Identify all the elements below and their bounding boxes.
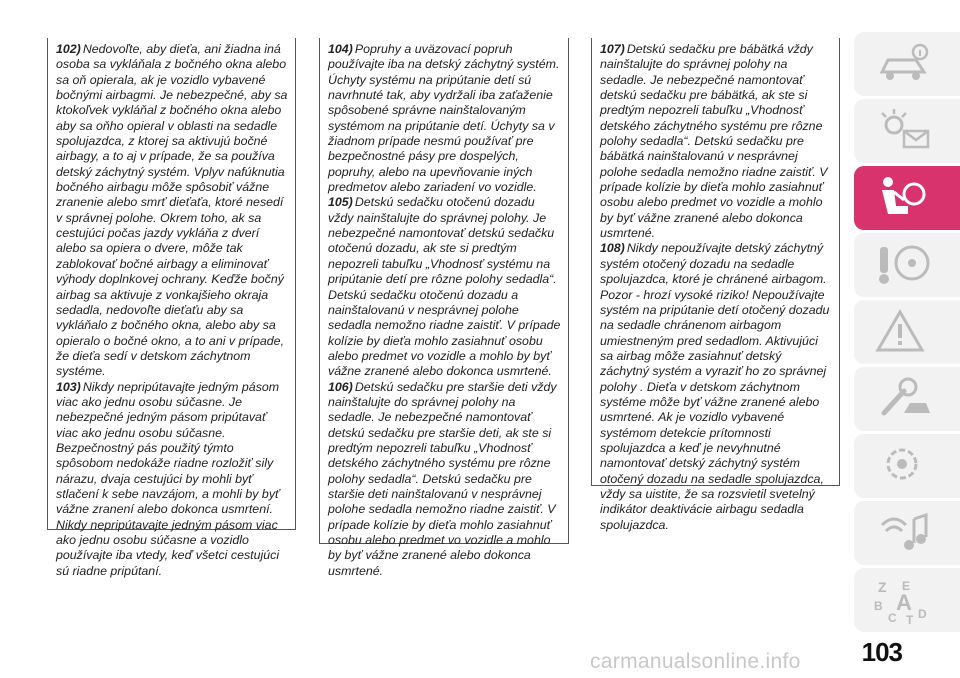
tab-safety[interactable] [854, 166, 960, 230]
warning-paragraph-106 [328, 380, 562, 579]
warning-text: Nikdy nepripútavajte jedným pásom viac ako jednu osobu súčasne. Je nebezpečné jedným pásom pripútavať viac ako jednu osobu súčasne. Bezpečnostný pás použitý týmto spôsobom nedokáže riadne rozložiť sily nárazu, dvaja cestujúci by mohli byť stlačení k sebe navzájom, a mohli by byť vážne zranení alebo dokonca usmrtení. Nikdy nepripútavajte jedným pásom viac ako jednu osobu súčasne a vozidlo používajte iba vtedy, keď všetci cestujúci sú riadne pripútaní. [56, 379, 280, 578]
specifications-icon [874, 440, 934, 492]
warning-number: 108) [600, 241, 625, 256]
warning-text: Popruhy a uväzovací popruh používajte iba na detský záchytný systém. Úchyty systému na pripútanie detí sú navrhnuté tak, aby vydržali iba zaťaženie spôsobené správne nainštalovaným systémom na pripútanie detí. Úchyty sa v žiadnom prípade nesmú používať pre bezpečnostné pásy pre dospelých, popruhy, alebo na upevňovanie iných predmetov alebo zariadení vo vozidle. [328, 42, 560, 195]
svg-text:C: C [888, 611, 897, 625]
seat-airbag-safety-icon [874, 172, 934, 224]
alphabetical-index-icon [874, 574, 934, 626]
warning-triangle-icon [874, 306, 934, 358]
warning-number: 105) [328, 195, 353, 210]
tab-maintenance[interactable] [854, 367, 960, 431]
tab-multimedia[interactable] [854, 501, 960, 565]
svg-text:Z: Z [878, 579, 887, 595]
warning-number: 107) [600, 42, 625, 56]
wrench-car-icon [874, 373, 934, 425]
warning-number: 104) [328, 42, 353, 56]
tab-emergency[interactable] [854, 300, 960, 364]
warning-number: 103) [56, 379, 81, 394]
warning-paragraph-103 [56, 380, 289, 579]
tab-index[interactable] [854, 568, 960, 632]
svg-text:E: E [902, 579, 911, 593]
tab-starting-driving[interactable] [854, 233, 960, 297]
warning-text: Detskú sedačku pre bábätká vždy nainštalujte do správnej polohy na sedadle. Je nebezpečné namontovať detskú sedačku pre bábätká, ak ste si predtým nepozreli tabuľku „Vhodnosť detského záchytného systému pre rôzne polohy sedadla“. Detskú sedačku pre bábätká nainštalovanú v nesprávnej polohe sedadla nemožno riadne zaistiť. V prípade kolízie by dieťa mohlo zasiahnuť osobu alebo predmet vo vozidle a mohlo by byť vážne zranené alebo dokonca usmrtené. [600, 42, 828, 241]
warning-paragraph-102 [56, 42, 289, 380]
svg-text:D: D [918, 607, 927, 621]
warning-number: 102) [56, 42, 81, 56]
tab-technical-data[interactable] [854, 434, 960, 498]
warning-text: Detskú sedačku pre staršie deti vždy nainštalujte do správnej polohy na sedadle. Je nebezpečné namontovať detskú sedačku pre staršie deti, ak ste si predtým nepozreli tabuľku „Vhodnosť detského záchytného systému pre rôzne polohy sedadla“. Detskú sedačku pre staršie deti nainštalovanú v nesprávnej polohe sedadla nemožno riadne zaistiť. V prípade kolízie by dieťa mohlo zasiahnuť osobu alebo predmet vo vozidle a mohlo by byť vážne zranené alebo dokonca usmrtené. [328, 379, 557, 578]
warning-text: Detskú sedačku otočenú dozadu vždy nainštalujte do správnej polohy. Je nebezpečné namontovať detskú sedačku otočenú dozadu, ak ste si predtým nepozreli tabuľku „Vhodnosť systému na pripútanie detí pre rôzne polohy sedadla“. Detskú sedačku otočenú dozadu a nainštalovanú v nesprávnej polohe sedadla nemožno riadne zaistiť. V prípade kolízie by dieťa mohlo zasiahnuť osobu alebo predmet vo vozidle a mohlo by byť vážne zranené alebo dokonca usmrtené. [328, 195, 561, 379]
key-steering-icon [874, 239, 934, 291]
tab-dashboard-lights[interactable] [854, 99, 960, 163]
svg-text:A: A [896, 590, 912, 615]
warning-text: Nikdy nepoužívajte detský záchytný systém otočený dozadu na sedadle spolujazdca, ktoré je chránené airbagom. Pozor - hrozí vysoké riziko! Nepoužívajte systém na pripútanie detí otočený dozadu na sedadle chránenom airbagom umiestneným pred sedadlom. Aktivujúci sa airbag môže zasiahnuť detský záchytný systém a vyraziť ho zo správnej polohy . Dieťa v detskom záchytnom systéme môže byť vážne zranené alebo usmrtené. Ak je vozidlo vybavené systémom detekcie prítomnosti spolujazdca a keď je nevyhnutné namontovať detský záchytný systém otočený dozadu na sedadle spolujazdca, vždy sa uistite, že sa rozsvietil svetelný indikátor deaktivácie airbagu sedadla spolujazdca. [600, 241, 830, 532]
watermark: carmanualsonline.info [590, 650, 801, 673]
warning-paragraph-104 [328, 42, 562, 195]
tab-car-info[interactable] [854, 32, 960, 96]
car-info-icon [874, 38, 934, 90]
text-column-2 [319, 38, 569, 578]
page-number: 103 [861, 637, 902, 667]
warning-paragraph-108 [600, 241, 833, 533]
dashboard-lights-icon [874, 105, 934, 157]
text-column-1 [47, 38, 296, 578]
warning-text: Nedovoľte, aby dieťa, ani žiadna iná osoba sa vykláňala z bočného okna alebo sa oň opierala, ak je vozidlo vybavené bočnými airbagmi. Je nebezpečné, aby sa ktokoľvek vykláňal z bočného okna alebo aby sa oňho opieral v oblasti na sedadle spolujazdca, z ktorej sa aktivujú bočné airbagy, a to aj v prípade, že sa používa detský záchytný systém. Vplyv nafúknutia bočného airbagu môže spôsobiť vážne zranenie alebo smrť dieťaťa, ktoré nesedí v správnej polohe. Okrem toho, ak sa cestujúci počas jazdy vykláňa z dverí alebo sa opiera o dvere, môže tak zablokovať bočné airbagy a eliminovať výhody doplnkovej ochrany. Keďže bočný airbag sa aktivuje z vonkajšieho okraja sedadla, nedovoľte dieťaťu aby sa vykláňalo z bočného okna, alebo aby sa opieralo o bočné okno, a to ani v prípade, že dieťa sedí v detskom záchytnom systéme. [56, 42, 288, 379]
warning-paragraph-105 [328, 195, 562, 379]
warning-paragraph-107 [600, 42, 833, 241]
svg-text:T: T [906, 613, 914, 626]
multimedia-icon [874, 507, 934, 559]
text-column-3 [591, 38, 840, 532]
warning-number: 106) [328, 379, 353, 394]
svg-text:B: B [874, 599, 883, 613]
